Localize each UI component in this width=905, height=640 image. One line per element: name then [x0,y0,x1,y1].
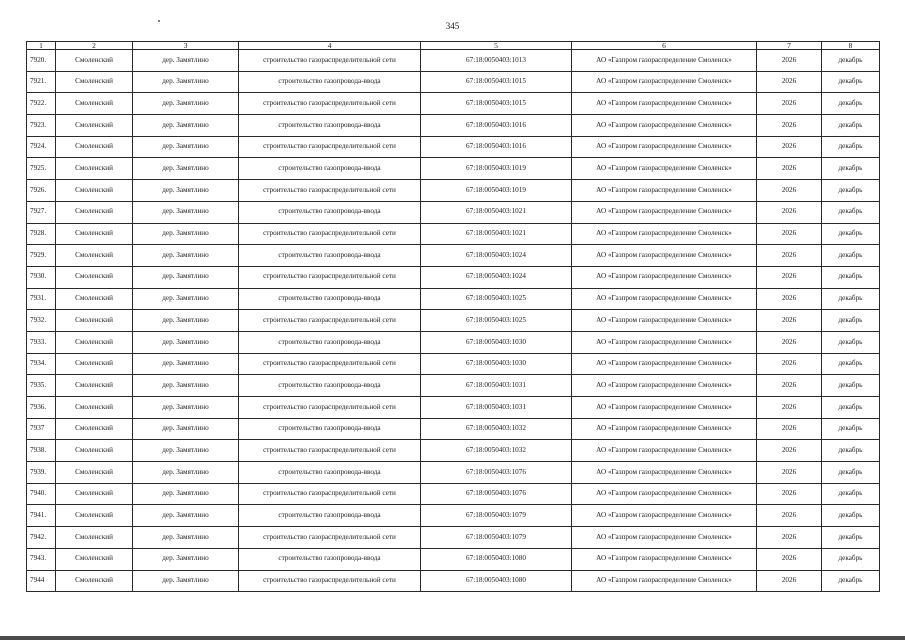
cadastral-number-cell: 67:18:0050403:1031 [421,375,572,397]
column-header-5: 5 [421,42,572,50]
cadastral-number-cell: 67:18:0050403:1031 [421,397,572,419]
year-cell: 2026 [757,115,822,137]
month-cell: декабрь [822,570,880,592]
organization-cell: АО «Газпром газораспределение Смоленск» [572,245,757,267]
table-row [27,483,880,505]
month-cell: декабрь [822,223,880,245]
row-number-cell: 7926. [27,180,56,202]
organization-cell: АО «Газпром газораспределение Смоленск» [572,353,757,375]
table-row [27,353,880,375]
work-type-cell: строительство газопровода-ввода [239,505,421,527]
cadastral-number-cell: 67:18:0050403:1080 [421,548,572,570]
row-number-cell: 7942. [27,527,56,549]
year-cell: 2026 [757,245,822,267]
district-cell: Смоленский [56,158,133,180]
settlement-cell: дер. Замятлино [133,288,239,310]
cadastral-number-cell: 67:18:0050403:1030 [421,331,572,353]
settlement-cell: дер. Замятлино [133,266,239,288]
table-row [27,115,880,137]
row-number-cell: 7935. [27,375,56,397]
table-row [27,71,880,93]
settlement-cell: дер. Замятлино [133,310,239,332]
district-cell: Смоленский [56,483,133,505]
cadastral-number-cell: 67:18:0050403:1079 [421,505,572,527]
work-type-cell: строительство газопровода-ввода [239,331,421,353]
district-cell: Смоленский [56,462,133,484]
district-cell: Смоленский [56,50,133,72]
organization-cell: АО «Газпром газораспределение Смоленск» [572,548,757,570]
work-type-cell: строительство газораспределительной сети [239,136,421,158]
work-type-cell: строительство газопровода-ввода [239,245,421,267]
row-number-cell: 7940. [27,483,56,505]
month-cell: декабрь [822,288,880,310]
year-cell: 2026 [757,201,822,223]
year-cell: 2026 [757,310,822,332]
row-number-cell: 7922. [27,93,56,115]
cadastral-number-cell: 67:18:0050403:1013 [421,50,572,72]
month-cell: декабрь [822,331,880,353]
year-cell: 2026 [757,136,822,158]
year-cell: 2026 [757,158,822,180]
month-cell: декабрь [822,462,880,484]
organization-cell: АО «Газпром газораспределение Смоленск» [572,462,757,484]
row-number-cell: 7921. [27,71,56,93]
table-row [27,288,880,310]
organization-cell: АО «Газпром газораспределение Смоленск» [572,201,757,223]
cadastral-number-cell: 67:18:0050403:1079 [421,527,572,549]
settlement-cell: дер. Замятлино [133,353,239,375]
month-cell: декабрь [822,115,880,137]
month-cell: декабрь [822,201,880,223]
row-number-cell: 7938. [27,440,56,462]
organization-cell: АО «Газпром газораспределение Смоленск» [572,505,757,527]
organization-cell: АО «Газпром газораспределение Смоленск» [572,440,757,462]
column-header-3: 3 [133,42,239,50]
organization-cell: АО «Газпром газораспределение Смоленск» [572,158,757,180]
cadastral-number-cell: 67:18:0050403:1024 [421,266,572,288]
month-cell: декабрь [822,375,880,397]
year-cell: 2026 [757,50,822,72]
table-row [27,570,880,592]
settlement-cell: дер. Замятлино [133,527,239,549]
table-row [27,527,880,549]
year-cell: 2026 [757,71,822,93]
table-row [27,505,880,527]
organization-cell: АО «Газпром газораспределение Смоленск» [572,180,757,202]
work-type-cell: строительство газораспределительной сети [239,223,421,245]
settlement-cell: дер. Замятлино [133,50,239,72]
organization-cell: АО «Газпром газораспределение Смоленск» [572,266,757,288]
district-cell: Смоленский [56,505,133,527]
work-type-cell: строительство газопровода-ввода [239,201,421,223]
settlement-cell: дер. Замятлино [133,180,239,202]
year-cell: 2026 [757,397,822,419]
organization-cell: АО «Газпром газораспределение Смоленск» [572,397,757,419]
work-type-cell: строительство газопровода-ввода [239,288,421,310]
settlement-cell: дер. Замятлино [133,462,239,484]
row-number-cell: 7941. [27,505,56,527]
cadastral-number-cell: 67:18:0050403:1021 [421,223,572,245]
district-cell: Смоленский [56,245,133,267]
year-cell: 2026 [757,353,822,375]
work-type-cell: строительство газораспределительной сети [239,397,421,419]
table-row [27,397,880,419]
row-number-cell: 7929. [27,245,56,267]
organization-cell: АО «Газпром газораспределение Смоленск» [572,93,757,115]
settlement-cell: дер. Замятлино [133,483,239,505]
column-header-6: 6 [572,42,757,50]
district-cell: Смоленский [56,418,133,440]
row-number-cell: 7931. [27,288,56,310]
settlement-cell: дер. Замятлино [133,331,239,353]
row-number-cell: 7944 [27,570,56,592]
settlement-cell: дер. Замятлино [133,71,239,93]
table-row [27,440,880,462]
work-type-cell: строительство газораспределительной сети [239,527,421,549]
month-cell: декабрь [822,136,880,158]
year-cell: 2026 [757,375,822,397]
settlement-cell: дер. Замятлино [133,136,239,158]
year-cell: 2026 [757,440,822,462]
district-cell: Смоленский [56,71,133,93]
month-cell: декабрь [822,158,880,180]
organization-cell: АО «Газпром газораспределение Смоленск» [572,418,757,440]
registry-table [26,41,880,592]
table-row [27,245,880,267]
month-cell: декабрь [822,71,880,93]
cadastral-number-cell: 67:18:0050403:1076 [421,483,572,505]
table-row [27,223,880,245]
district-cell: Смоленский [56,331,133,353]
cadastral-number-cell: 67:18:0050403:1016 [421,136,572,158]
cadastral-number-cell: 67:18:0050403:1019 [421,180,572,202]
table-row [27,180,880,202]
cadastral-number-cell: 67:18:0050403:1024 [421,245,572,267]
month-cell: декабрь [822,245,880,267]
organization-cell: АО «Газпром газораспределение Смоленск» [572,115,757,137]
district-cell: Смоленский [56,397,133,419]
table-row [27,93,880,115]
column-header-1: 1 [27,42,56,50]
year-cell: 2026 [757,93,822,115]
work-type-cell: строительство газопровода-ввода [239,418,421,440]
organization-cell: АО «Газпром газораспределение Смоленск» [572,71,757,93]
table-row [27,418,880,440]
header-row [27,42,880,50]
settlement-cell: дер. Замятлино [133,375,239,397]
table-row [27,310,880,332]
organization-cell: АО «Газпром газораспределение Смоленск» [572,288,757,310]
settlement-cell: дер. Замятлино [133,505,239,527]
organization-cell: АО «Газпром газораспределение Смоленск» [572,483,757,505]
cadastral-number-cell: 67:18:0050403:1015 [421,93,572,115]
work-type-cell: строительство газораспределительной сети [239,353,421,375]
year-cell: 2026 [757,223,822,245]
work-type-cell: строительство газораспределительной сети [239,93,421,115]
district-cell: Смоленский [56,527,133,549]
column-header-4: 4 [239,42,421,50]
table-header [27,42,880,50]
district-cell: Смоленский [56,570,133,592]
district-cell: Смоленский [56,288,133,310]
row-number-cell: 7928. [27,223,56,245]
year-cell: 2026 [757,266,822,288]
column-header-8: 8 [822,42,880,50]
work-type-cell: строительство газораспределительной сети [239,266,421,288]
month-cell: декабрь [822,180,880,202]
row-number-cell: 7943. [27,548,56,570]
row-number-cell: 7923. [27,115,56,137]
row-number-cell: 7924. [27,136,56,158]
row-number-cell: 7932. [27,310,56,332]
work-type-cell: строительство газопровода-ввода [239,115,421,137]
month-cell: декабрь [822,50,880,72]
cadastral-number-cell: 67:18:0050403:1076 [421,462,572,484]
month-cell: декабрь [822,266,880,288]
organization-cell: АО «Газпром газораспределение Смоленск» [572,50,757,72]
month-cell: декабрь [822,353,880,375]
cadastral-number-cell: 67:18:0050403:1025 [421,288,572,310]
cadastral-number-cell: 67:18:0050403:1025 [421,310,572,332]
month-cell: декабрь [822,483,880,505]
table-row [27,375,880,397]
column-header-2: 2 [56,42,133,50]
settlement-cell: дер. Замятлино [133,158,239,180]
cadastral-number-cell: 67:18:0050403:1032 [421,440,572,462]
district-cell: Смоленский [56,136,133,158]
settlement-cell: дер. Замятлино [133,223,239,245]
year-cell: 2026 [757,180,822,202]
cadastral-number-cell: 67:18:0050403:1021 [421,201,572,223]
settlement-cell: дер. Замятлино [133,397,239,419]
table-body [27,50,880,592]
month-cell: декабрь [822,440,880,462]
table-row [27,266,880,288]
work-type-cell: строительство газораспределительной сети [239,483,421,505]
work-type-cell: строительство газопровода-ввода [239,71,421,93]
district-cell: Смоленский [56,201,133,223]
cadastral-number-cell: 67:18:0050403:1015 [421,71,572,93]
row-number-cell: 7939. [27,462,56,484]
organization-cell: АО «Газпром газораспределение Смоленск» [572,375,757,397]
work-type-cell: строительство газопровода-ввода [239,462,421,484]
settlement-cell: дер. Замятлино [133,115,239,137]
settlement-cell: дер. Замятлино [133,201,239,223]
year-cell: 2026 [757,505,822,527]
district-cell: Смоленский [56,375,133,397]
district-cell: Смоленский [56,93,133,115]
table-row [27,136,880,158]
month-cell: декабрь [822,418,880,440]
work-type-cell: строительство газораспределительной сети [239,310,421,332]
work-type-cell: строительство газораспределительной сети [239,440,421,462]
work-type-cell: строительство газораспределительной сети [239,570,421,592]
month-cell: декабрь [822,310,880,332]
year-cell: 2026 [757,462,822,484]
settlement-cell: дер. Замятлино [133,440,239,462]
cadastral-number-cell: 67:18:0050403:1016 [421,115,572,137]
settlement-cell: дер. Замятлино [133,93,239,115]
district-cell: Смоленский [56,266,133,288]
month-cell: декабрь [822,93,880,115]
month-cell: декабрь [822,505,880,527]
table-row [27,158,880,180]
organization-cell: АО «Газпром газораспределение Смоленск» [572,223,757,245]
row-number-cell: 7936. [27,397,56,419]
year-cell: 2026 [757,288,822,310]
table-row [27,331,880,353]
district-cell: Смоленский [56,548,133,570]
district-cell: Смоленский [56,440,133,462]
district-cell: Смоленский [56,353,133,375]
district-cell: Смоленский [56,180,133,202]
district-cell: Смоленский [56,310,133,332]
row-number-cell: 7934. [27,353,56,375]
settlement-cell: дер. Замятлино [133,418,239,440]
table-row [27,548,880,570]
cadastral-number-cell: 67:18:0050403:1019 [421,158,572,180]
cadastral-number-cell: 67:18:0050403:1032 [421,418,572,440]
row-number-cell: 7927. [27,201,56,223]
scan-edge-bottom [0,636,905,640]
row-number-cell: 7933. [27,331,56,353]
organization-cell: АО «Газпром газораспределение Смоленск» [572,527,757,549]
work-type-cell: строительство газораспределительной сети [239,180,421,202]
year-cell: 2026 [757,527,822,549]
district-cell: Смоленский [56,115,133,137]
work-type-cell: строительство газопровода-ввода [239,375,421,397]
settlement-cell: дер. Замятлино [133,245,239,267]
organization-cell: АО «Газпром газораспределение Смоленск» [572,331,757,353]
year-cell: 2026 [757,570,822,592]
cadastral-number-cell: 67:18:0050403:1030 [421,353,572,375]
organization-cell: АО «Газпром газораспределение Смоленск» [572,310,757,332]
work-type-cell: строительство газопровода-ввода [239,158,421,180]
year-cell: 2026 [757,418,822,440]
month-cell: декабрь [822,548,880,570]
row-number-cell: 7930. [27,266,56,288]
row-number-cell: 7920. [27,50,56,72]
month-cell: декабрь [822,527,880,549]
cadastral-number-cell: 67:18:0050403:1080 [421,570,572,592]
year-cell: 2026 [757,483,822,505]
table-row [27,201,880,223]
organization-cell: АО «Газпром газораспределение Смоленск» [572,136,757,158]
year-cell: 2026 [757,331,822,353]
page-number: 345 [445,21,460,31]
settlement-cell: дер. Замятлино [133,548,239,570]
row-number-cell: 7925. [27,158,56,180]
row-number-cell: 7937 [27,418,56,440]
settlement-cell: дер. Замятлино [133,570,239,592]
column-header-7: 7 [757,42,822,50]
table-row [27,50,880,72]
month-cell: декабрь [822,397,880,419]
year-cell: 2026 [757,548,822,570]
table-row [27,462,880,484]
district-cell: Смоленский [56,223,133,245]
organization-cell: АО «Газпром газораспределение Смоленск» [572,570,757,592]
work-type-cell: строительство газопровода-ввода [239,548,421,570]
work-type-cell: строительство газораспределительной сети [239,50,421,72]
